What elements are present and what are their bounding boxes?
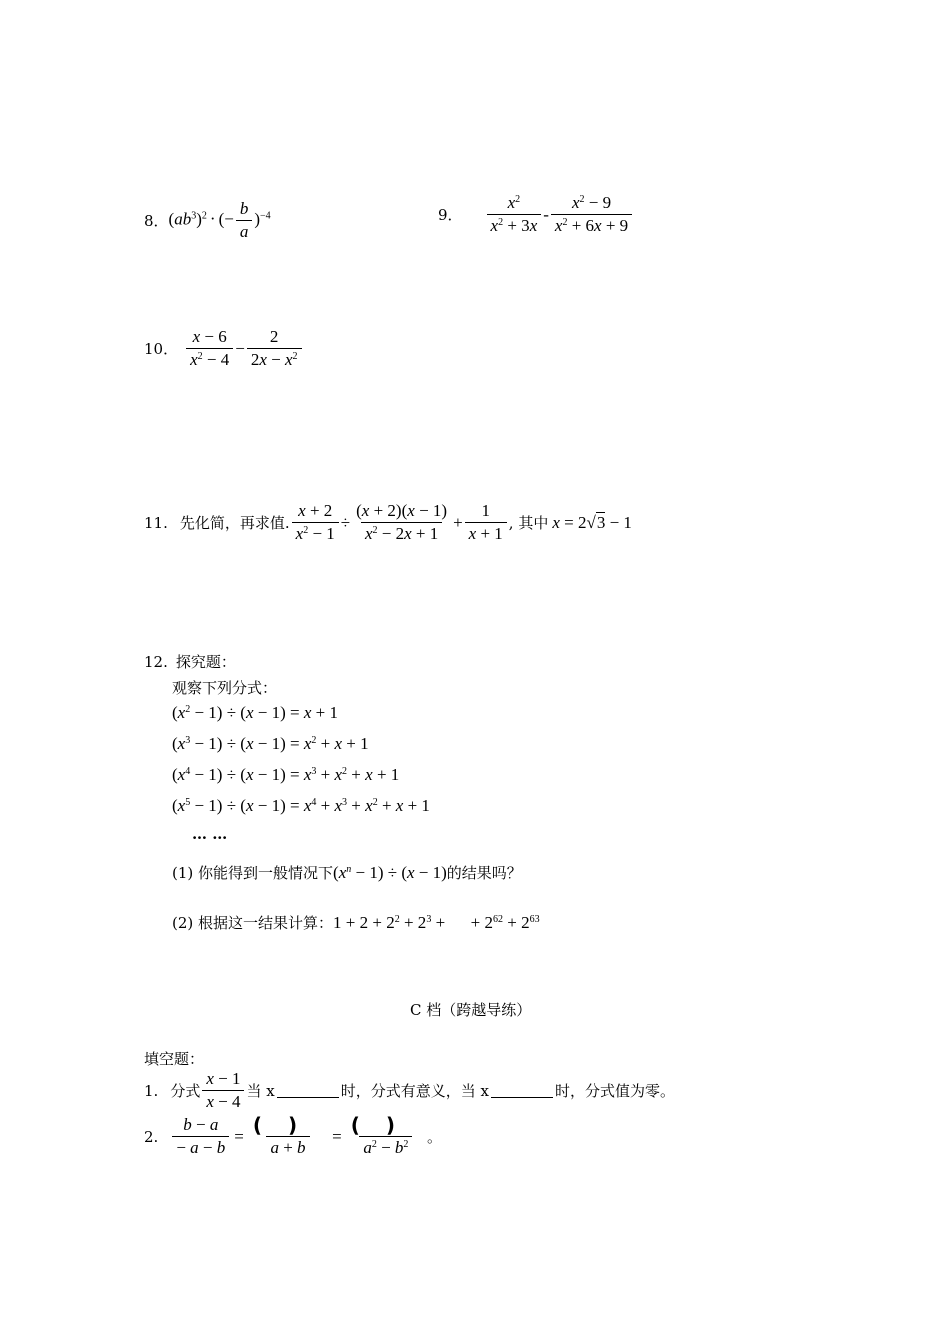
problem-12-number: 12. [144, 653, 168, 671]
c2-blank-1[interactable]: () [252, 1113, 324, 1137]
c2-expression: $\frac{b - a}{- a - b}$ = $\frac{()}{a + b}$ = $\frac{()}{a^2 - b^2}$ [170, 1114, 427, 1159]
ellipsis: … … [192, 825, 228, 843]
problem-9-expression: $\frac{x^2}{x^2 + 3x}$ - $\frac{x^2 - 9}{x^2 + 6x + 9}$ [485, 192, 635, 237]
problem-9 [438, 192, 634, 237]
problem-12-title: 探究题： [175, 653, 236, 671]
c1-number: 1. [144, 1081, 159, 1100]
q2-prefix: (2) 根据这一结果计算： [172, 914, 334, 932]
problem-10-number: 10． [144, 339, 179, 358]
c2-blank-2[interactable]: () [350, 1113, 421, 1137]
problem-8-expression: $(ab^3)^2$ · (− $\frac{b}{a}$ )$^{-4}$ [168, 199, 271, 241]
c1-blank-1[interactable] [277, 1083, 339, 1098]
section-c-title: C 档（跨越导练） [410, 1001, 532, 1019]
problem-11-expression: $\frac{x + 2}{x^2 - 1}$ ÷ $\frac{(x + 2)(x - 1)}{x^2 - 2x + 1}$ + $\frac{1}{x + 1}$ [290, 500, 509, 545]
problem-8-number: 8． [144, 211, 169, 230]
q1-prefix: (1) 你能得到一般情况下 [172, 864, 334, 882]
c2-end: 。 [427, 1127, 443, 1146]
problem-12-intro: 观察下列分式： [172, 679, 278, 697]
c2-number: 2. [144, 1127, 159, 1146]
problem-9-number: 9． [438, 205, 463, 224]
c1-text-2: 时，分式有意义，当 x [340, 1081, 489, 1100]
c1-text-3: 时，分式值为零。 [554, 1081, 675, 1100]
q2-expression: $1 + 2 + 2^2 + 2^3$ + + $2^{62} + 2^{63}$ [333, 913, 540, 932]
problem-11-condition: x = 2√3 − 1 [552, 512, 632, 532]
section-c-question-2 [144, 1114, 442, 1159]
problem-11 [144, 500, 632, 545]
c1-prefix: 分式 [170, 1081, 201, 1100]
c1-blank-2[interactable] [491, 1083, 553, 1098]
q1-suffix: 的结果吗？ [446, 864, 522, 882]
identity-line-1: $(x^2 - 1) \div (x - 1) = x + 1$ [172, 703, 338, 722]
c1-text-1: 当 x [246, 1081, 275, 1100]
problem-8 [144, 198, 271, 243]
identity-line-2: $(x^3 - 1) \div (x - 1) = x^2 + x + 1$ [172, 734, 369, 753]
q1-expression: $(x^n - 1) \div (x - 1)$ [333, 863, 447, 882]
problem-10-expression: $\frac{x - 6}{x^2 - 4}$ − $\frac{2}{2x - x^2}$ [184, 326, 303, 371]
problem-11-where: , 其中 [508, 513, 549, 532]
section-c-question-1 [144, 1068, 675, 1113]
problem-12-q1 [172, 863, 522, 883]
problem-11-number: 11. [144, 513, 168, 532]
identity-line-3: $(x^4 - 1) \div (x - 1) = x^3 + x^2 + x + 1$ [172, 765, 400, 784]
fill-in-title: 填空题： [144, 1050, 205, 1068]
problem-12-heading [144, 652, 236, 672]
problem-11-text: 先化简，再求值. [179, 513, 290, 532]
problem-12-q2 [172, 913, 540, 933]
c1-fraction: $\frac{x - 1}{x - 4}$ [200, 1068, 246, 1113]
problem-10 [144, 326, 304, 371]
identity-line-4: $(x^5 - 1) \div (x - 1) = x^4 + x^3 + x^2 + x + 1$ [172, 796, 430, 815]
